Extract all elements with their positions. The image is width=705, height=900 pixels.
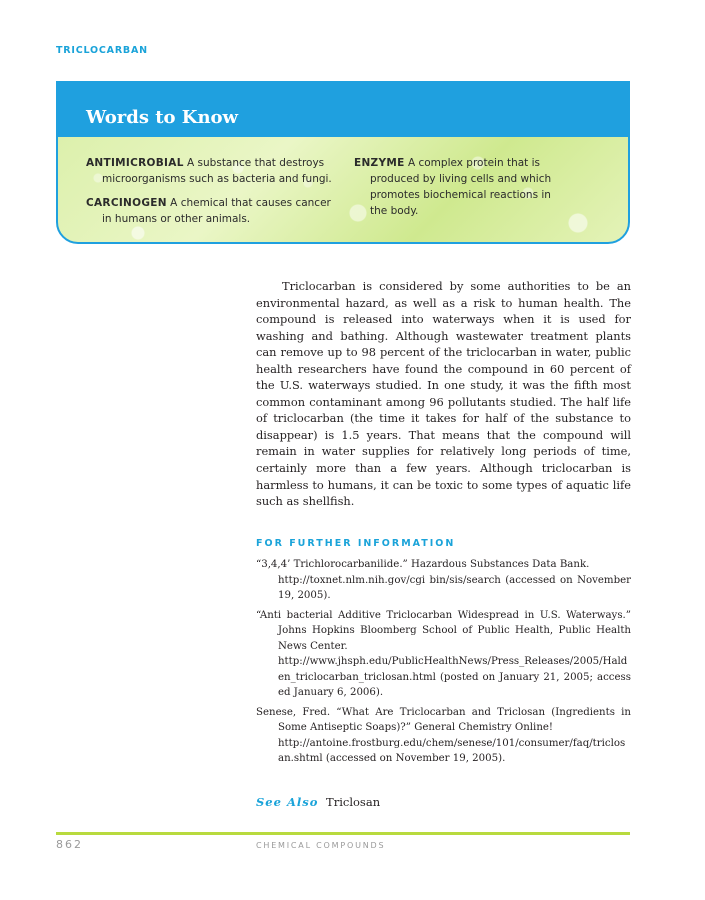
glossary-definition: A complex protein that is produced by living cells and which promotes biochemical reactions in the body. bbox=[370, 157, 552, 217]
words-to-know-header bbox=[58, 83, 628, 137]
footer-rule bbox=[56, 832, 630, 835]
glossary-term: ANTIMICROBIAL bbox=[86, 157, 184, 169]
reference-list bbox=[256, 557, 631, 771]
page-number: 862 bbox=[56, 838, 83, 851]
reference-item bbox=[256, 705, 631, 767]
reference-citation: Senese, Fred. “What Are Triclocarban and Triclosan (Ingredients in Some Antiseptic Soaps)?” General Chemistry Online! bbox=[256, 706, 631, 733]
body-paragraph: Triclocarban is considered by some authorities to be an environmental hazard, as well as a risk to human health. The compound is released into waterways when it is used for washing and bathing. Although wastewater treatment plants can remove up to 98 percent of the triclocarban in water, public health researchers have found the compound in 60 percent of the U.S. waterways studied. In one study, it was the fifth most common contaminant among 96 pollutants studied. The half life of triclocarban (the time it takes for half of the substance to disappear) is 1.5 years. That means that the compound will remain in water supplies for relatively long periods of time, certainly more than a few years. Although triclocarban is harmless to humans, it can be toxic to some types of aquatic life such as shellfish. bbox=[256, 279, 631, 509]
reference-link[interactable]: http://antoine.frostburg.edu/chem/senese/101/consumer/faq/triclosan.shtml (accessed on November 19, 2005). bbox=[278, 737, 626, 764]
see-also-label: See Also bbox=[256, 795, 319, 809]
reference-item bbox=[256, 608, 631, 701]
glossary-entry bbox=[354, 155, 569, 219]
reference-citation: “Anti bacterial Additive Triclocarban Widespread in U.S. Waterways.” Johns Hopkins Bloomberg School of Public Health, Public Health News Center. bbox=[256, 609, 631, 652]
glossary-entry bbox=[86, 195, 342, 227]
see-also bbox=[256, 795, 380, 809]
see-also-link[interactable]: Triclosan bbox=[326, 795, 381, 809]
words-to-know-right-column bbox=[354, 155, 569, 227]
glossary-definition: A substance that destroys microorganisms such as bacteria and fungi. bbox=[102, 157, 332, 185]
reference-citation: “3,4,4’ Trichlorocarbanilide.” Hazardous Substances Data Bank. bbox=[256, 559, 590, 570]
glossary-definition: A chemical that causes cancer in humans or other animals. bbox=[102, 197, 331, 225]
further-information-heading: FOR FURTHER INFORMATION bbox=[256, 538, 456, 549]
running-head: TRICLOCARBAN bbox=[56, 45, 148, 56]
glossary-term: ENZYME bbox=[354, 157, 405, 169]
reference-link[interactable]: http://toxnet.nlm.nih.gov/cgi bin/sis/search (accessed on November 19, 2005). bbox=[278, 574, 631, 601]
reference-link[interactable]: http://www.jhsph.edu/PublicHealthNews/Press_Releases/2005/Halden_triclocarban_triclosan.html (posted on January 21, 2005; accessed January 6, 2006). bbox=[278, 656, 631, 698]
glossary-entry bbox=[86, 155, 342, 187]
words-to-know-title: Words to Know bbox=[86, 107, 239, 128]
footer-book-title: CHEMICAL COMPOUNDS bbox=[256, 841, 386, 850]
glossary-term: CARCINOGEN bbox=[86, 197, 167, 209]
reference-item bbox=[256, 557, 631, 604]
words-to-know-box bbox=[56, 81, 630, 244]
words-to-know-left-column bbox=[86, 155, 342, 235]
